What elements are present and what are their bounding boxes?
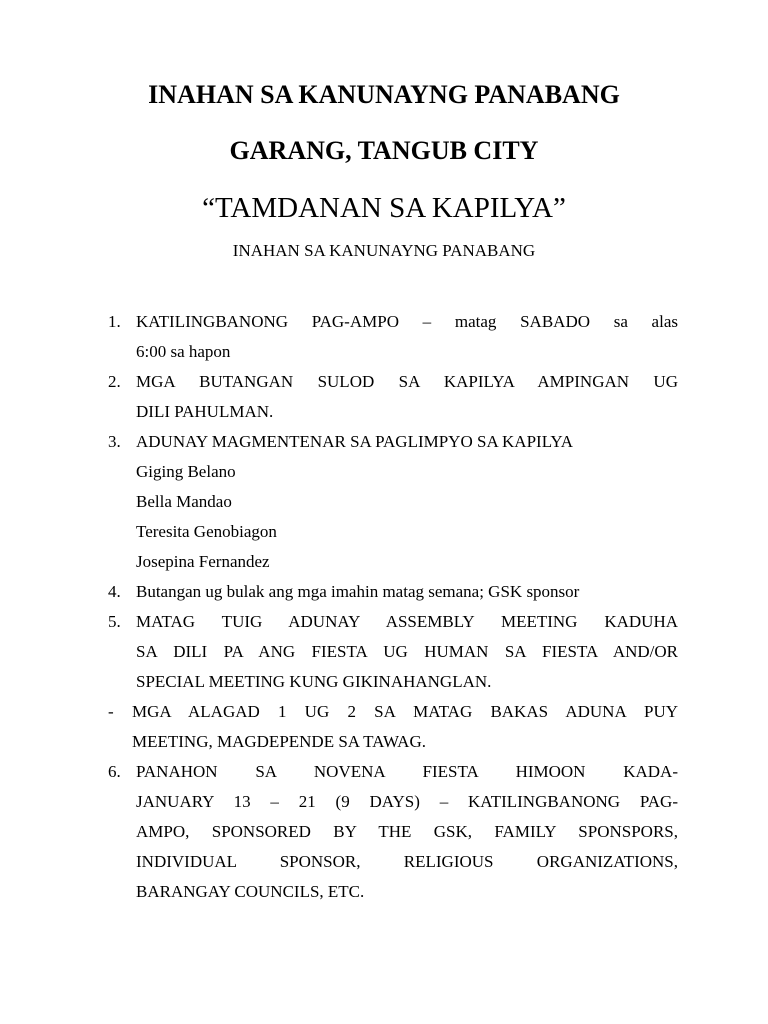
item-line: Butangan ug bulak ang mga imahin matag semana; GSK sponsor (136, 582, 580, 601)
item-number: 5. (108, 612, 121, 631)
sub-list-item (108, 697, 678, 757)
caretaker-name: Bella Mandao (136, 492, 232, 511)
item-line: SPECIAL MEETING KUNG GIKINAHANGLAN. (136, 672, 492, 691)
item-number: 1. (108, 312, 121, 331)
caretaker-name: Josepina Fernandez (136, 552, 270, 571)
sub-item-line: MGA ALAGAD 1 UG 2 SA MATAG BAKAS ADUNA PUY (132, 702, 678, 721)
item-number: 2. (108, 372, 121, 391)
rules-list (108, 307, 678, 907)
document-heading: “TAMDANAN SA KAPILYA” (202, 192, 566, 224)
caretaker-name: Teresita Genobiagon (136, 522, 277, 541)
caretaker-name: Giging Belano (136, 462, 236, 481)
item-line: JANUARY 13 – 21 (9 DAYS) – KATILINGBANONG PAG- (136, 792, 678, 811)
list-item (108, 757, 678, 907)
item-line: DILI PAHULMAN. (136, 402, 274, 421)
item-line: PANAHON SA NOVENA FIESTA HIMOON KADA- (136, 762, 678, 781)
document-subtitle: INAHAN SA KANUNAYNG PANABANG (232, 241, 536, 260)
list-item (108, 577, 678, 607)
item-line: KATILINGBANONG PAG-AMPO – matag SABADO sa alas (136, 312, 678, 331)
document-location: GARANG, TANGUB CITY (229, 136, 539, 165)
list-item (108, 607, 678, 697)
item-line: 6:00 sa hapon (136, 342, 231, 361)
item-number: 6. (108, 762, 121, 781)
list-item (108, 307, 678, 367)
item-line: AMPO, SPONSORED BY THE GSK, FAMILY SPONSPORS, (136, 822, 678, 841)
document-title: INAHAN SA KANUNAYNG PANABANG (148, 80, 620, 109)
list-item (108, 427, 678, 577)
sub-item-line: MEETING, MAGDEPENDE SA TAWAG. (132, 732, 426, 751)
item-number: 4. (108, 582, 121, 601)
item-line: MATAG TUIG ADUNAY ASSEMBLY MEETING KADUHA (136, 612, 678, 631)
list-item (108, 367, 678, 427)
item-line: ADUNAY MAGMENTENAR SA PAGLIMPYO SA KAPILYA (136, 432, 574, 451)
item-number: 3. (108, 432, 121, 451)
item-line: SA DILI PA ANG FIESTA UG HUMAN SA FIESTA AND/OR (136, 642, 678, 661)
item-line: BARANGAY COUNCILS, ETC. (136, 882, 365, 901)
item-line: INDIVIDUAL SPONSOR, RELIGIOUS ORGANIZATIONS, (136, 852, 678, 871)
item-line: MGA BUTANGAN SULOD SA KAPILYA AMPINGAN UG (136, 372, 678, 391)
sub-item-dash: - (108, 702, 114, 721)
